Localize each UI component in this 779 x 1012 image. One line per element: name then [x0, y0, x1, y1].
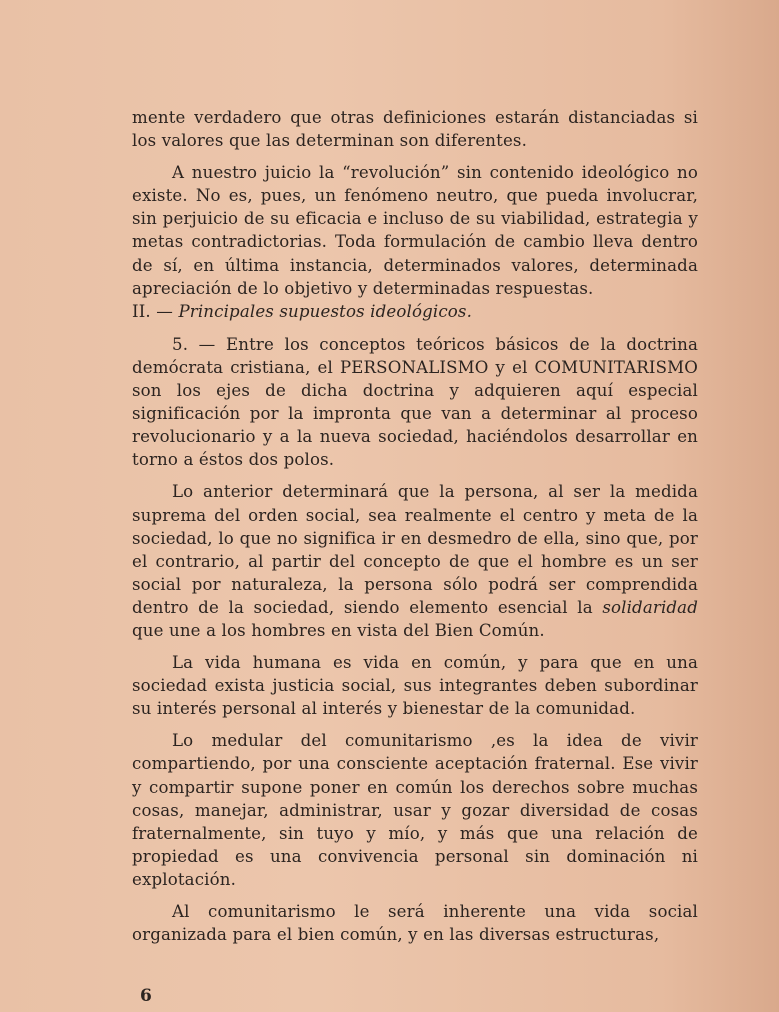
body-text [132, 106, 698, 946]
paragraph-4-text-b: que une a los hombres en vista del Bien Común. [132, 620, 545, 640]
page-number: 6 [140, 986, 152, 1006]
paragraph-5: La vida humana es vida en común, y para que en una sociedad exista justicia social, sus integrantes deben subordinar su interés personal al interés y bienestar de la comunidad. [132, 653, 698, 719]
section-heading [132, 300, 698, 323]
paragraph-4-emphasis: solidaridad [602, 597, 698, 617]
paragraph-3: 5. — Entre los conceptos teóricos básicos de la doctrina demócrata cristiana, el PERSONALISMO y el COMUNITARISMO son los ejes de dicha doctrina y adquieren aquí especial significación por la impronta que van a determinar al proceso revolucionario y a la nueva sociedad, haciéndolos desarrollar en torno a éstos dos polos. [132, 334, 698, 470]
paragraph-2: A nuestro juicio la “revolución” sin contenido ideológico no existe. No es, pues, un fenómeno neutro, que pueda involucrar, sin perjuicio de su eficacia e incluso de su viabilidad, estrategia y metas contradictorias. Toda formulación de cambio lleva dentro de sí, en última instancia, determinados valores, determinada apreciación de lo objetivo y determinadas respuestas. [132, 163, 698, 298]
paragraph-4 [132, 480, 698, 642]
paragraph-6: Lo medular del comunitarismo ,es la idea de vivir compartiendo, por una consciente aceptación fraternal. Ese vivir y compartir supone poner en común los derechos sobre muchas cosas, manejar, administrar, usar y gozar diversidad de cosas fraternalmente, sin tuyo y mío, y más que una relación de propiedad es una convivencia personal sin dominación ni explotación. [132, 731, 698, 889]
paragraph-7: Al comunitarismo le será inherente una vida social organizada para el bien común, y en las diversas estructuras, [132, 902, 698, 945]
paragraph-4-text-a: Lo anterior determinará que la persona, al ser la medida suprema del orden social, sea realmente el centro y meta de la sociedad, lo que no significa ir en desmedro de ella, sino que, por el contrario, al partir del concepto de que el hombre es un ser social por naturaleza, la persona sólo podrá ser comprendida dentro de la sociedad, siendo elemento esencial la [132, 482, 698, 617]
section-heading-title: Principales supuestos ideológicos. [178, 301, 473, 321]
paragraph-1: mente verdadero que otras definiciones estarán distanciadas si los valores que las determinan son diferentes. [132, 108, 698, 151]
section-heading-number: II. — [132, 301, 174, 321]
